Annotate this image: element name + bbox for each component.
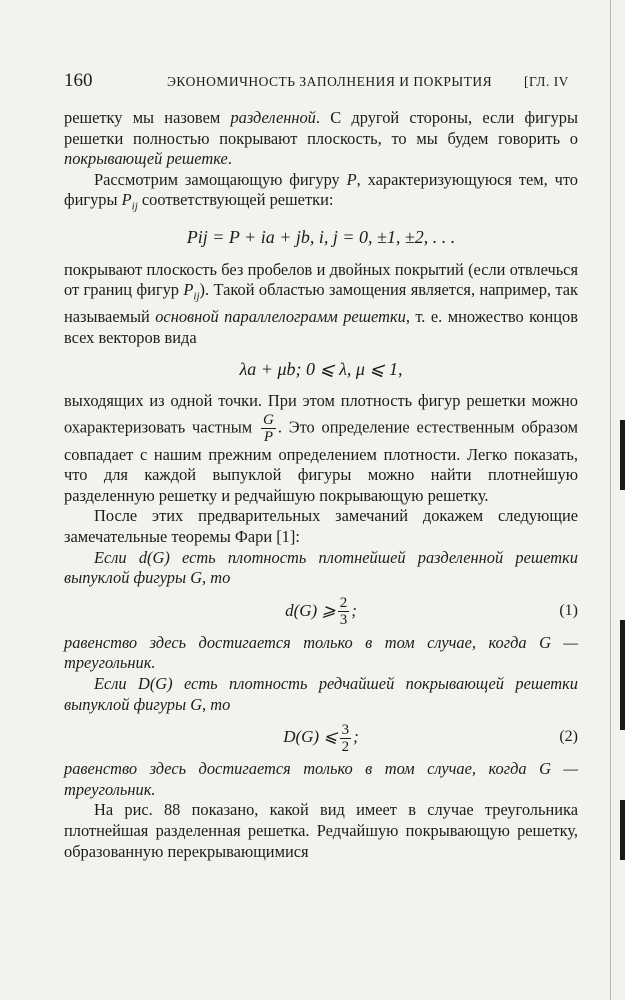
formula-parallelogram: λa + μb; 0 ⩽ λ, μ ⩽ 1, [239,358,403,379]
paragraph: решетку мы назовем разделенной. С другой стороны, если фигуры решетки полностью покрывают плоскость, то мы будем говорить о покрывающей решетке. [64,108,579,169]
theorem-2: Если D(G) есть плотность редчайшей покрывающей решетки выпуклой фигуры G, то [64,674,578,714]
theorem-1: Если d(G) есть плотность плотнейшей разделенной решетки выпуклой фигуры G, то [64,547,578,588]
page-edge-mark [620,620,625,730]
equation-label: (2) [559,728,578,746]
equation-label: (1) [559,601,578,619]
chapter-label: [ГЛ. IV [524,74,569,89]
formula-lattice: Pij = P + ia + jb, i, j = 0, ±1, ±2, . . . [186,227,456,248]
paragraph: выходящих из одной точки. При этом плотность фигур решетки можно охарактеризовать частным $\frac{G}{P}$ . Это определение естественным образом совпадает с нашим прежним определением плотности. Легко показать, что для каждой выпуклой фигуры можно найти плотнейшую разделенную решетку и редчайшую покрывающую решетку. [64,391,578,505]
paragraph: После этих предварительных замечаний докажем следующие замечательные теоремы Фари [1]: [64,506,578,547]
page-fold-line [610,0,611,1000]
page-edge-mark [620,800,625,860]
density-fraction: $\frac{G}{P}$ [263,411,274,445]
page-edge-mark [620,420,625,490]
paragraph: Рассмотрим замощающую фигуру P, характеризующуюся тем, что фигуры $P_{ij}$ соответствующей решетки: [64,169,578,213]
equation-2: D(G) ⩽ $\frac{3}{2}$ ; (2) [64,715,578,759]
paragraph: На рис. 88 показано, какой вид имеет в случае треугольника плотнейшая разделенная решетка. Редчайшую покрывающую решетку, образованную перекрывающимися [64,800,578,861]
equation-1: d(G) ⩾ $\frac{2}{3}$ ; (1) [64,589,578,633]
body-text [64,108,578,862]
paragraph: покрывают плоскость без пробелов и двойных покрытий (если отвлечься от границ фигур $P_{ij}$). Такой областью замощения является, например, так называемый основной параллелограмм решетки, т. е. множество концов всех векторов вида [64,259,578,347]
theorem-2-condition: равенство здесь достигается только в том случае, когда G — треугольник. [64,759,578,799]
running-title: ЭКОНОМИЧНОСТЬ ЗАПОЛНЕНИЯ И ПОКРЫТИЯ [167,74,493,89]
theorem-1-condition: равенство здесь достигается только в том случае, когда G — треугольник. [64,632,578,673]
page-number: 160 [64,70,93,91]
